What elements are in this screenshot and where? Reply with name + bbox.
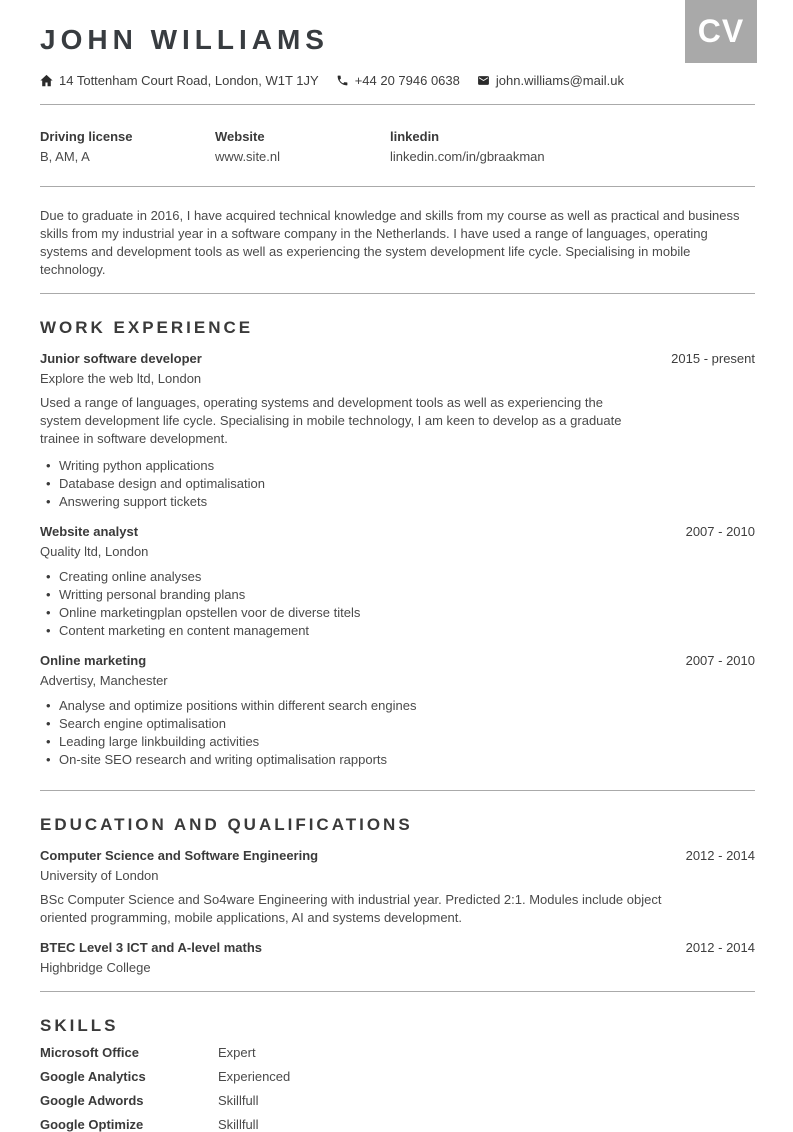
education-section: [40, 815, 755, 975]
detail-item: [390, 129, 545, 164]
bullet-item: • Writing python applications: [40, 457, 755, 475]
entry-title: Computer Science and Software Engineering: [40, 848, 319, 863]
entry-title: Junior software developer: [40, 351, 202, 366]
bullet-item: • Online marketingplan opstellen voor de diverse titels: [40, 604, 755, 622]
entry-date: 2015 - present: [671, 351, 755, 366]
entry-date: 2012 - 2014: [685, 940, 755, 955]
entry: [40, 524, 755, 640]
entry-description: BSc Computer Science and So4ware Engineering with industrial year. Predicted 2:1. Modules include object oriented programming, mobile applications, AI and systems development.: [40, 892, 662, 925]
skill-name: Google Optimize: [40, 1117, 144, 1132]
skill-row: [40, 1117, 755, 1132]
skill-level: Skillfull: [218, 1093, 259, 1108]
entry-description: Used a range of languages, operating systems and development tools as well as experiencing the system development life cycle. Specialising in mobile technology, I am keen to develop as a graduate trainee in software development.: [40, 395, 622, 446]
mail-icon: [477, 74, 490, 87]
details-row: [40, 129, 755, 164]
entry: [40, 351, 755, 511]
entry-title: Website analyst: [40, 524, 139, 539]
entry-title: BTEC Level 3 ICT and A-level maths: [40, 940, 263, 955]
divider: [40, 104, 755, 105]
contact-email: [477, 73, 624, 88]
divider: [40, 790, 755, 791]
skills-list: [40, 1045, 755, 1132]
skills-heading: SKILLS: [40, 1016, 119, 1035]
entry-header: [40, 940, 755, 955]
divider: [40, 293, 755, 294]
skill-name: Google Adwords: [40, 1093, 144, 1108]
contact-address: [40, 73, 319, 88]
detail-label: Driving license: [40, 129, 133, 144]
entry-date: 2007 - 2010: [685, 524, 755, 539]
bullet-item: • Content marketing en content management: [40, 622, 755, 640]
bullet-item: • Database design and optimalisation: [40, 475, 755, 493]
divider: [40, 991, 755, 992]
detail-value: www.site.nl: [215, 149, 281, 164]
skill-row: [40, 1093, 755, 1108]
education-entries: [40, 848, 755, 975]
bullet-item: • Leading large linkbuilding activities: [40, 733, 755, 751]
entry: [40, 848, 755, 927]
entry-header: [40, 351, 755, 366]
skill-name: Microsoft Office: [40, 1045, 139, 1060]
cv-badge: [685, 0, 757, 63]
skill-row: [40, 1045, 755, 1060]
entry-subtitle: Quality ltd, London: [40, 544, 149, 559]
contact-address-text: 14 Tottenham Court Road, London, W1T 1JY: [59, 73, 319, 88]
entry-subtitle: Explore the web ltd, London: [40, 371, 202, 386]
profile-summary: Due to graduate in 2016, I have acquired technical knowledge and skills from my course as well as practical and business skills from my industrial year in a software company in the Netherlands. I have used a range of languages, operating systems and development tools as well as experiencing the system development life cycle. Specialising in mobile technology.: [40, 208, 740, 277]
detail-value: B, AM, A: [40, 149, 90, 164]
entry-header: [40, 653, 755, 668]
bullet-item: • Creating online analyses: [40, 568, 755, 586]
entry-subtitle: Highbridge College: [40, 960, 151, 975]
entry-header: [40, 524, 755, 539]
work-experience-section: [40, 318, 755, 769]
bullet-item: • Writting personal branding plans: [40, 586, 755, 604]
cv-badge-label: CV: [697, 13, 745, 49]
work-experience-heading: WORK EXPERIENCE: [40, 318, 254, 337]
skills-section: [40, 1016, 755, 1132]
entry-bullet-list: [40, 697, 755, 769]
bullet-item: • On-site SEO research and writing optimalisation rapports: [40, 751, 755, 769]
entry-subtitle: University of London: [40, 868, 159, 883]
detail-item: [40, 129, 215, 164]
skill-name: Google Analytics: [40, 1069, 146, 1084]
entry-bullet-list: [40, 457, 755, 511]
skill-level: Skillfull: [218, 1117, 259, 1132]
entry-bullet-list: [40, 568, 755, 640]
bullet-item: • Analyse and optimize positions within different search engines: [40, 697, 755, 715]
entry: [40, 940, 755, 975]
entry-header: [40, 848, 755, 863]
entry-subtitle: Advertisy, Manchester: [40, 673, 168, 688]
skill-row: [40, 1069, 755, 1084]
detail-label: linkedin: [390, 129, 440, 144]
entry-date: 2007 - 2010: [685, 653, 755, 668]
home-icon: [40, 74, 53, 87]
skill-level: Expert: [218, 1045, 256, 1060]
detail-item: [215, 129, 390, 164]
skill-level: Experienced: [218, 1069, 291, 1084]
contact-phone: [336, 73, 460, 88]
contact-email-text: john.williams@mail.uk: [495, 73, 624, 88]
bullet-item: • Answering support tickets: [40, 493, 755, 511]
bullet-item: • Search engine optimalisation: [40, 715, 755, 733]
entry-date: 2012 - 2014: [685, 848, 755, 863]
entry-title: Online marketing: [40, 653, 147, 668]
contact-phone-text: +44 20 7946 0638: [354, 73, 460, 88]
divider: [40, 186, 755, 187]
person-name: JOHN WILLIAMS: [40, 24, 329, 55]
contact-row: [40, 73, 755, 88]
entry: [40, 653, 755, 769]
detail-label: Website: [215, 129, 265, 144]
detail-value: linkedin.com/in/gbraakman: [390, 149, 545, 164]
phone-icon: [336, 74, 349, 87]
education-heading: EDUCATION AND QUALIFICATIONS: [40, 815, 413, 834]
work-entries: [40, 351, 755, 769]
